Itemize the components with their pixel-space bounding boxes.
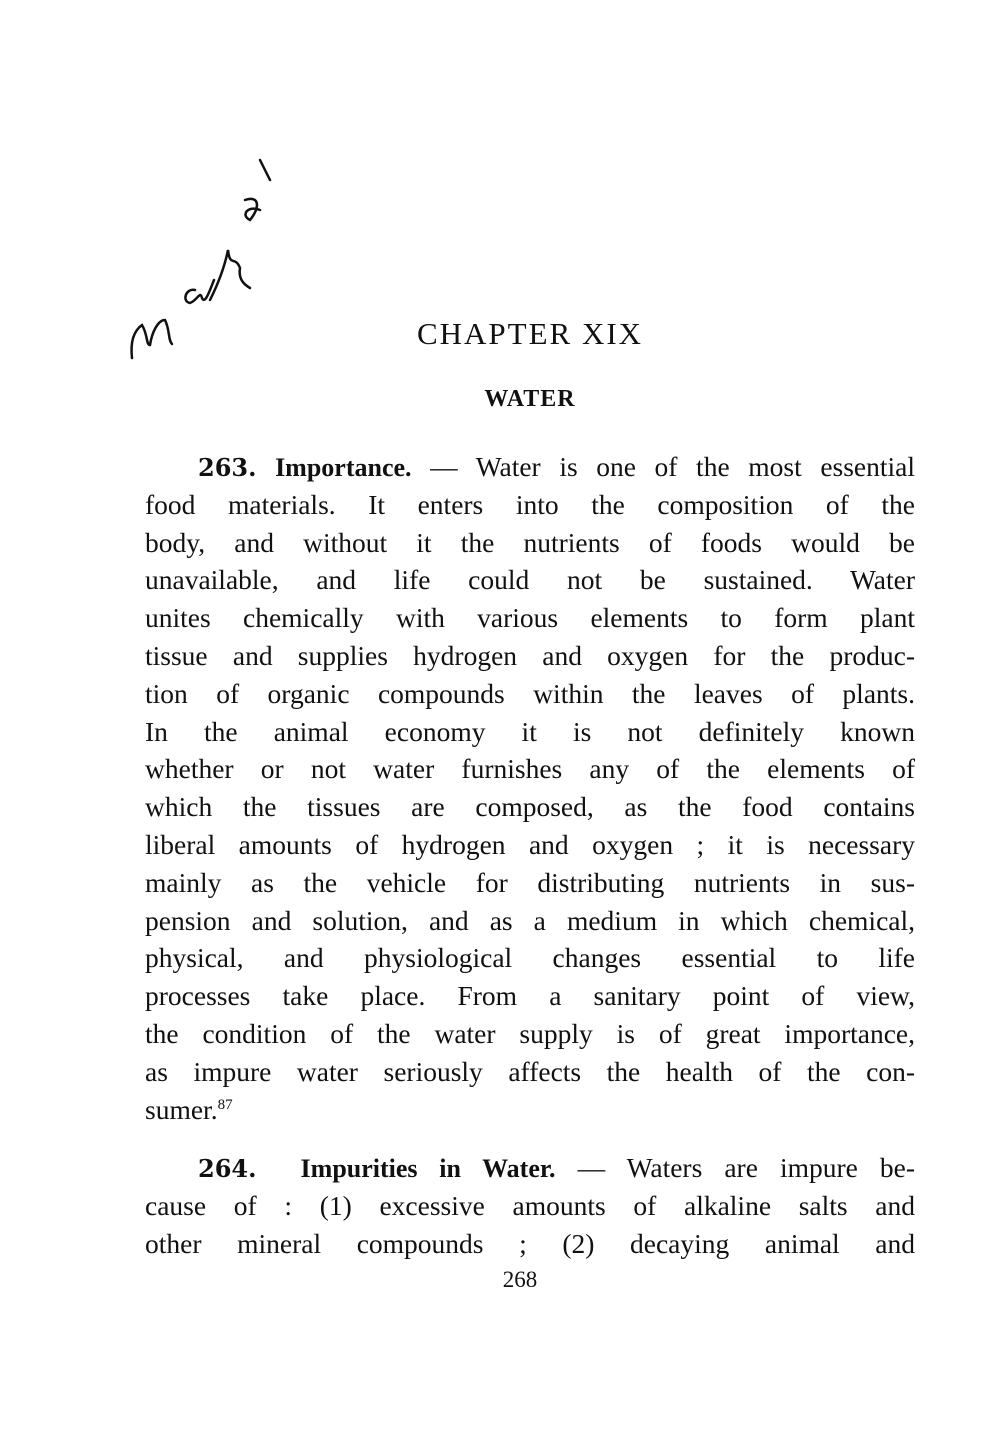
paragraph-line: processes take place. From a sanitary point of view, — [145, 980, 915, 1012]
line-text: — Water is one of the most essential — [430, 451, 916, 482]
paragraph-line — [145, 1149, 915, 1187]
paragraph-line: the condition of the water supply is of great importance, — [145, 1017, 915, 1049]
section-number: 263. — [198, 453, 257, 482]
footnote-ref: 87 — [217, 1096, 233, 1113]
section-heading: Importance. — [275, 453, 412, 482]
paragraph-line: physical, and physiological changes essential to life — [145, 942, 915, 974]
line-text: sumer. — [145, 1093, 218, 1125]
paragraph-line: cause of : (1) excessive amounts of alkaline salts and — [145, 1189, 915, 1221]
paragraph-line: as impure water seriously affects the health of the con- — [145, 1055, 915, 1087]
paragraph-line: body, and without it the nutrients of foods would be — [145, 526, 915, 558]
paragraph-line: liberal amounts of hydrogen and oxygen ; it is necessary — [145, 828, 915, 860]
chapter-label: CHAPTER XIX — [416, 316, 644, 351]
section-heading: Impurities in Water. — [300, 1154, 556, 1183]
section-number: 264. — [198, 1154, 257, 1183]
paragraph-line: other mineral compounds ; (2) decaying animal and — [145, 1227, 915, 1259]
paragraph-line: mainly as the vehicle for distributing nutrients in sus- — [145, 866, 915, 898]
paragraph-line — [145, 1091, 915, 1129]
paragraph-line: unavailable, and life could not be sustained. Water — [145, 564, 915, 596]
paragraph-line: pension and solution, and as a medium in which chemical, — [145, 904, 915, 936]
paragraph-line: whether or not water furnishes any of the elements of — [145, 753, 915, 785]
paragraph-line: tion of organic compounds within the leaves of plants. — [145, 677, 915, 709]
section-263 — [145, 448, 915, 1128]
paragraph-line: unites chemically with various elements to form plant — [145, 602, 915, 634]
paragraph-line: tissue and supplies hydrogen and oxygen for the produc- — [145, 639, 915, 671]
paragraph-line: food materials. It enters into the composition of the — [145, 488, 915, 520]
chapter-title: WATER — [484, 386, 576, 412]
line-text: — Waters are impure be- — [577, 1152, 916, 1183]
paragraph-line: which the tissues are composed, as the food contains — [145, 791, 915, 823]
paragraph-line — [145, 448, 915, 486]
page-number: 268 — [502, 1267, 538, 1292]
section-264 — [145, 1149, 915, 1262]
paragraph-line: In the animal economy it is not definitely known — [145, 715, 915, 747]
